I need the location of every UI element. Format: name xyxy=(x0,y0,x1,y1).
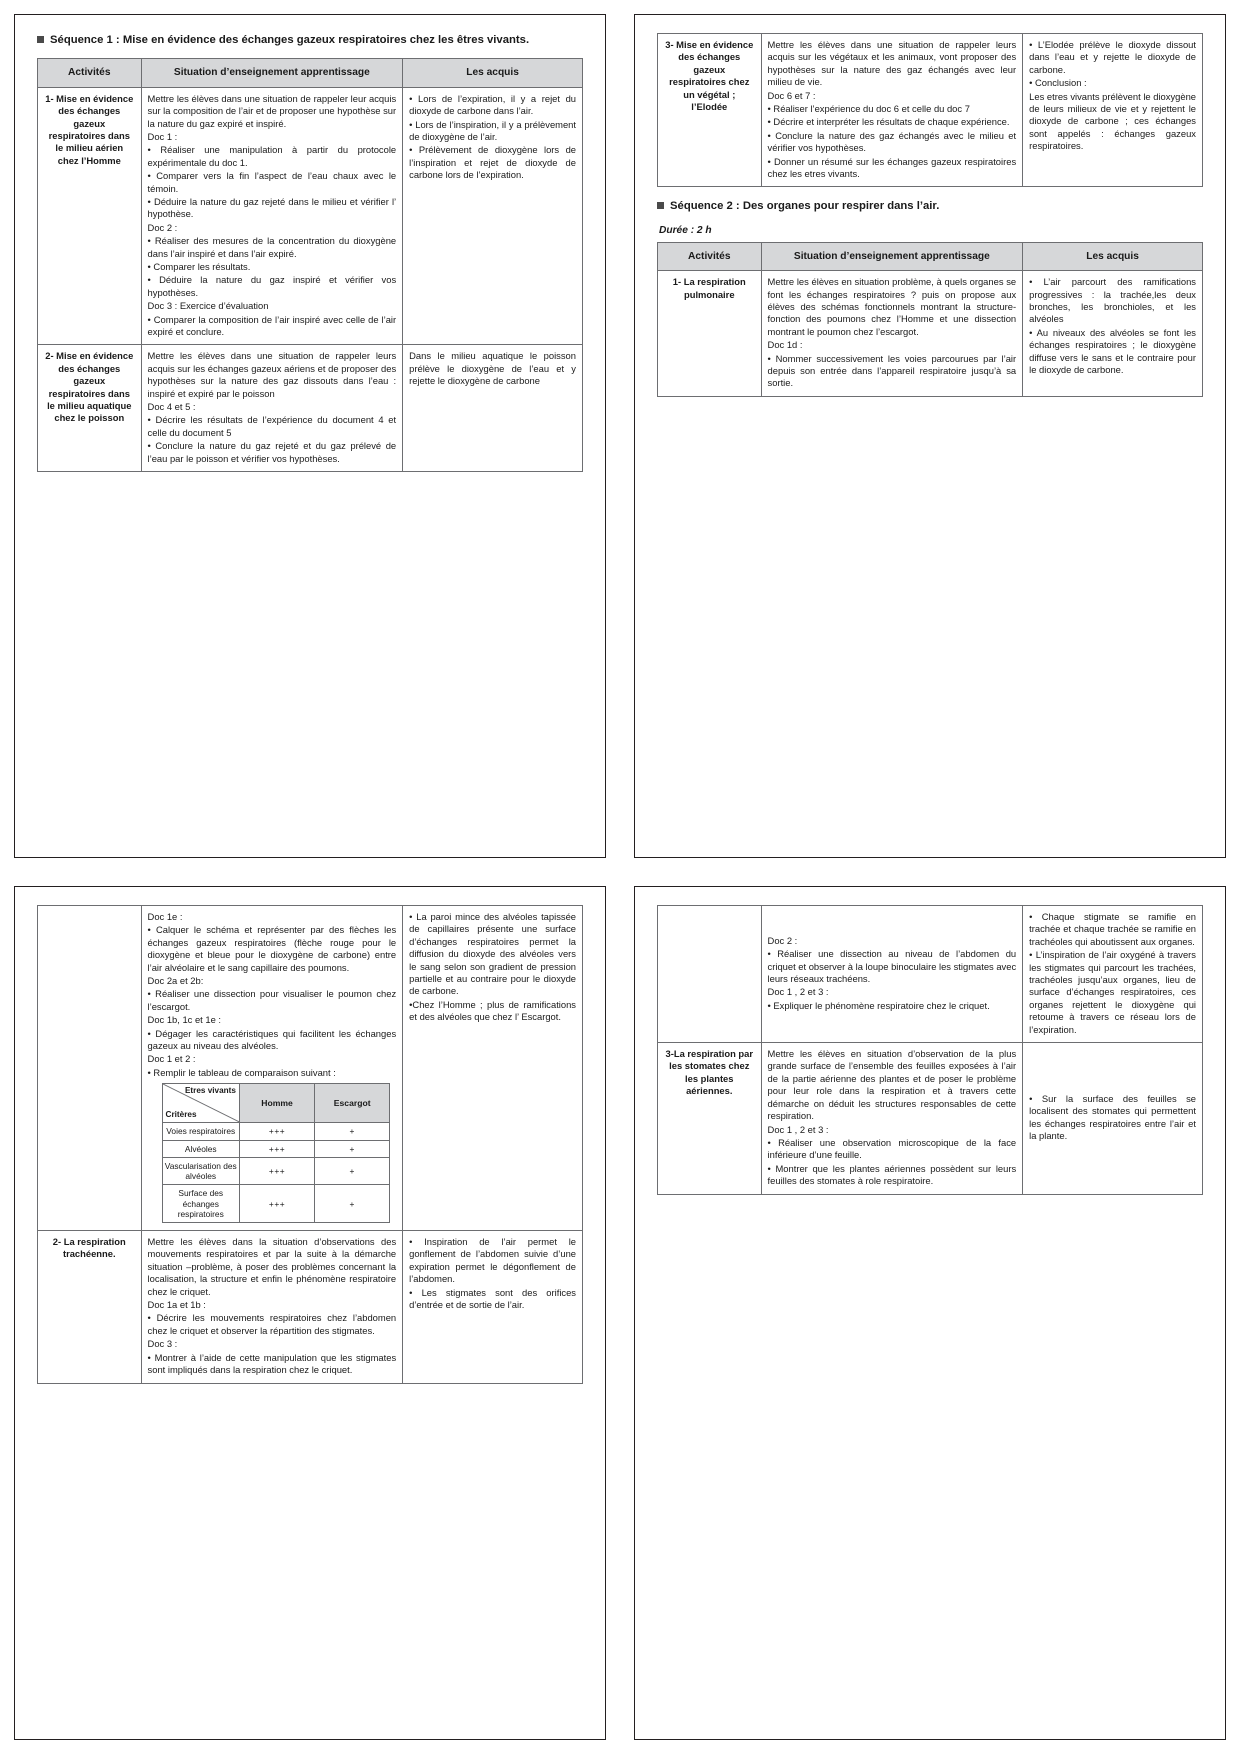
sequence-2-title-text: Séquence 2 : Des organes pour respirer dans l’air. xyxy=(670,200,940,213)
situation-cell xyxy=(141,906,403,1231)
acquis-cell xyxy=(403,906,583,1231)
situation-line: • Déduire la nature du gaz inspiré et vérifier vos hypothèses. xyxy=(147,274,397,298)
table-header-row xyxy=(38,59,583,87)
comparison-row xyxy=(162,1123,390,1140)
situation-line: • Décrire les mouvements respiratoires chez l’abdomen chez le criquet et observer la répartition des stigmates. xyxy=(147,1312,397,1336)
situation-cell xyxy=(761,34,1023,187)
criterion-cell: Surface des échanges respiratoires xyxy=(162,1185,239,1223)
acquis-cell xyxy=(403,1231,583,1383)
table-row xyxy=(38,345,583,472)
criterion-cell: Vascularisation des alvéoles xyxy=(162,1157,239,1185)
situation-line: • Conclure la nature des gaz échangés avec le milieu et vérifier vos hypothèses. xyxy=(767,129,1017,154)
situation-cell xyxy=(761,906,1023,1043)
comparison-header-row xyxy=(162,1084,390,1123)
situation-line: Doc 2 : xyxy=(147,221,178,233)
sequence-1-title-text: Séquence 1 : Mise en évidence des échanges gazeux respiratoires chez les êtres vivants. xyxy=(50,34,530,46)
activity-cell: 3-La respiration par les stomates chez les plantes aériennes. xyxy=(658,1043,762,1194)
situation-line: • Décrire les résultats de l’expérience du document 4 et celle du document 5 xyxy=(147,414,397,438)
situation-line: • Réaliser une observation microscopique de la face inférieure d’une feuille. xyxy=(767,1136,1017,1161)
column-header-activites: Activités xyxy=(38,59,142,87)
situation-line: • Montrer que les plantes aériennes possèdent sur leurs feuilles des stomates à role respiratoire. xyxy=(767,1162,1017,1187)
page-2 xyxy=(620,0,1240,872)
situation-line: • Nommer successivement les voies parcourues par l’air depuis son entrée dans l’appareil respiratoire jusqu’à sa sortie. xyxy=(767,352,1017,389)
value-cell: + xyxy=(315,1123,390,1140)
acquis-line: • L’inspiration de l’air oxygéné à travers les stigmates qui parcourt les trachées, trachéoles jusqu’aux organes, lieu de surface d’échanges respiratoires, ces organes rejettent le dioxygène qui retoume à travers ce réseau lors de l’expiration. xyxy=(1029,949,1196,1035)
situation-line: • Réaliser des mesures de la concentration du dioxygène dans l’air inspiré et dans l’air expiré. xyxy=(147,235,397,259)
situation-line: Doc 1 : xyxy=(147,130,178,142)
acquis-line: • Inspiration de l’air permet le gonflement de l’abdomen suivie d’une expiration permet le dégonflement de l’abdomen. xyxy=(409,1236,576,1285)
situation-line: Doc 1 , 2 et 3 : xyxy=(767,986,829,998)
acquis-line: • Sur la surface des feuilles se localisent des stomates qui permettent les échanges respiratoires entre l’air et la plante. xyxy=(1029,1092,1196,1142)
acquis-line: • Prélèvement de dioxygène lors de l’inspiration et rejet de dioxyde de carbone lors de l’expiration. xyxy=(409,144,576,181)
column-header-acquis: Les acquis xyxy=(1023,242,1203,270)
value-cell: + xyxy=(315,1140,390,1157)
situation-cell xyxy=(141,1231,403,1383)
situation-line: Mettre les élèves dans une situation de rappeler leur acquis sur la composition de l’air et de proposer une hypothèse sur la nature du gaz expiré et inspiré. xyxy=(147,92,397,129)
activity-cell: 3- Mise en évidence des échanges gazeux respiratoires chez un végétal ; l’Elodée xyxy=(658,34,762,187)
acquis-line: • Au niveaux des alvéoles se font les échanges respiratoires ; le dioxygène diffuse vers le sans et le contraire pour le dioxyde de carbone. xyxy=(1029,326,1196,376)
table-page-3 xyxy=(37,905,583,1384)
acquis-line: • La paroi mince des alvéoles tapissée de capillaires présente une surface d’échanges respiratoires permet la diffusion du dioxyde des alvéoles vers le sang selon son gradient de pression partielle et au contraire pour le dioxyde de carbone. xyxy=(409,911,576,997)
square-bullet-icon xyxy=(657,202,664,209)
column-header-activites: Activités xyxy=(658,242,762,270)
situation-line: Mettre les élèves en situation problème, à quels organes se font les échanges respiratoires ? puis on propose aux élèves des schémas fonctionnels montrant la structure-fonction des poumons chez l’Homme et une dissection montrant le poumon chez l’escargot. xyxy=(767,276,1017,337)
situation-line: Doc 1d : xyxy=(767,339,803,351)
table-header-row xyxy=(658,242,1203,270)
table-sequence-1-continued xyxy=(657,33,1203,187)
situation-line: Mettre les élèves dans la situation d’observations des mouvements respiratoires et par la suite à la démarche situation –problème, à poser des problèmes concernant la localisation, la structure et enfin le phénomène respiratoire chez le criquet. xyxy=(147,1236,397,1297)
duration-label: Durée : 2 h xyxy=(659,224,712,236)
situation-line: • Montrer à l’aide de cette manipulation que les stigmates sont impliqués dans la respiration chez le criquet. xyxy=(147,1351,397,1376)
situation-line: Doc 1e : xyxy=(147,911,183,922)
activity-cell: 2- Mise en évidence des échanges gazeux respiratoires dans le milieu aquatique chez le poisson xyxy=(38,345,142,472)
comparison-row xyxy=(162,1185,390,1223)
page-1 xyxy=(0,0,620,872)
situation-cell xyxy=(141,345,403,472)
page-4-frame xyxy=(634,886,1226,1740)
acquis-cell xyxy=(1023,271,1203,397)
value-cell: +++ xyxy=(239,1140,314,1157)
table-row xyxy=(658,906,1203,1043)
situation-line: Doc 4 et 5 : xyxy=(147,401,196,413)
value-cell: +++ xyxy=(239,1185,314,1223)
situation-line: • Décrire et interpréter les résultats de chaque expérience. xyxy=(767,116,1010,128)
acquis-line: • Les stigmates sont des orifices d’entrée et de sortie de l’air. xyxy=(409,1286,576,1311)
table-row xyxy=(658,271,1203,397)
situation-line: Doc 1a et 1b : xyxy=(147,1299,206,1311)
table-sequence-1 xyxy=(37,58,583,472)
situation-line: Mettre les élèves dans une situation de rappeler leurs acquis sur les végétaux et les animaux, vont proposer des hypothèses sur la nature des gaz échangés avec leur milieu de vie. xyxy=(767,39,1017,88)
situation-line: Doc 3 : xyxy=(147,1338,178,1350)
situation-line: • Calquer le schéma et représenter par des flèches les échanges gazeux respiratoires (flèche rouge pour le dioxygène et bleue pour le dioxygène de carbone) entre l’air alvéolaire et le sang capillaire des poumons. xyxy=(147,924,397,973)
activity-cell xyxy=(38,906,142,1231)
table-row xyxy=(38,87,583,345)
comparison-row xyxy=(162,1140,390,1157)
situation-line: • Comparer les résultats. xyxy=(147,260,251,272)
acquis-line: • Chaque stigmate se ramifie en trachée et chaque trachée se ramifie en trachéoles qui aboutissent aux organes. xyxy=(1029,911,1196,947)
comparison-row xyxy=(162,1157,390,1185)
activity-cell: 2- La respiration trachéenne. xyxy=(38,1231,142,1383)
square-bullet-icon xyxy=(37,36,44,43)
situation-line: • Réaliser une dissection pour visualiser le poumon chez l’escargot. xyxy=(147,988,397,1012)
comparison-table xyxy=(162,1083,391,1223)
table-sequence-2 xyxy=(657,242,1203,397)
situation-line: Doc 2a et 2b: xyxy=(147,975,204,987)
column-header-situation: Situation d’enseignement apprentissage xyxy=(141,59,403,87)
situation-cell xyxy=(761,1043,1023,1194)
situation-line: Doc 2 : xyxy=(767,934,798,946)
situation-line: • Réaliser l’expérience du doc 6 et celle du doc 7 xyxy=(767,103,970,115)
comparison-corner-cell xyxy=(162,1084,239,1123)
corner-label-bottom: Critères xyxy=(165,1110,197,1120)
situation-line: • Donner un résumé sur les échanges gazeux respiratoires chez les etres vivants. xyxy=(767,155,1017,180)
table-row xyxy=(38,1231,583,1383)
page-1-frame xyxy=(14,14,606,858)
situation-line: Doc 1 et 2 : xyxy=(147,1053,196,1065)
situation-line: Mettre les élèves en situation d’observation de la plus grande surface de l’ensemble des feuilles exposées à l’air de la partie aérienne des plantes et de poser le problème pour leur role dans la respiration et à travers cette démarche on déduit les structures responsables de cette respiration. xyxy=(767,1048,1017,1122)
situation-line: • Réaliser une dissection au niveau de l’abdomen du criquet et observer à la loupe binoculaire les stigmates avec leurs réseaux trachéens. xyxy=(767,948,1017,985)
situation-line: • Dégager les caractéristiques qui facilitent les échanges gazeux au niveau des alvéoles. xyxy=(147,1027,397,1052)
situation-line: • Déduire la nature du gaz rejeté dans le milieu et vérifier l’ hypothèse. xyxy=(147,195,397,220)
acquis-cell xyxy=(403,345,583,472)
value-cell: + xyxy=(315,1185,390,1223)
activity-cell: 1- Mise en évidence des échanges gazeux respiratoires dans le milieu aérien chez l’Homme xyxy=(38,87,142,345)
column-header-situation: Situation d’enseignement apprentissage xyxy=(761,242,1023,270)
acquis-line: • L’air parcourt des ramifications progressives : la trachée,les deux bronches, les bronchioles, et les alvéoles xyxy=(1029,276,1196,325)
situation-line: • Remplir le tableau de comparaison suivant : xyxy=(147,1066,336,1078)
situation-line: Mettre les élèves dans une situation de rappeler leurs acquis sur les échanges gazeux aériens et de proposer des hypothèses sur la nature des gaz dissouts dans l’eau : inspiré et expiré par le poisson xyxy=(147,350,397,399)
situation-line: • Comparer la composition de l’air inspiré avec celle de l’air expiré et conclure. xyxy=(147,313,397,338)
table-row xyxy=(658,34,1203,187)
situation-line: Doc 3 : Exercice d’évaluation xyxy=(147,300,269,312)
situation-line: • Comparer vers la fin l’aspect de l’eau chaux avec le témoin. xyxy=(147,170,397,194)
corner-label-top: Etres vivants xyxy=(184,1086,236,1096)
page-2-frame xyxy=(634,14,1226,858)
page-4 xyxy=(620,872,1240,1754)
table-row xyxy=(658,1043,1203,1194)
activity-cell: 1- La respiration pulmonaire xyxy=(658,271,762,397)
sequence-2-title xyxy=(657,199,1203,214)
acquis-line: • Lors de l’inspiration, il y a prélèvement de dioxygène de l’air. xyxy=(409,118,576,142)
column-header-acquis: Les acquis xyxy=(403,59,583,87)
acquis-line: • Lors de l’expiration, il y a rejet du dioxyde de carbone dans l’air. xyxy=(409,92,576,117)
table-row xyxy=(38,906,583,1231)
criterion-cell: Voies respiratoires xyxy=(162,1123,239,1140)
acquis-cell xyxy=(1023,1043,1203,1194)
value-cell: +++ xyxy=(239,1157,314,1185)
acquis-line: • L’Elodée prélève le dioxyde dissout dans l’eau et y rejette le dioxyde de carbone. xyxy=(1029,39,1196,75)
criterion-cell: Alvéoles xyxy=(162,1140,239,1157)
acquis-cell xyxy=(1023,906,1203,1043)
sequence-1-title xyxy=(37,33,583,48)
acquis-line: Les etres vivants prélèvent le dioxygène de leurs milieux de vie et y rejettent le dioxyde de carbone ; ces échanges sont appelés : échanges gazeux respiratoires. xyxy=(1029,90,1196,152)
situation-cell xyxy=(141,87,403,345)
acquis-cell xyxy=(403,87,583,345)
acquis-line: •Chez l’Homme ; plus de ramifications et des alvéoles que chez l’ Escargot. xyxy=(409,998,576,1023)
comparison-header-homme: Homme xyxy=(239,1084,314,1123)
value-cell: + xyxy=(315,1157,390,1185)
page-3-frame xyxy=(14,886,606,1740)
situation-line: • Expliquer le phénomène respiratoire chez le criquet. xyxy=(767,999,990,1011)
situation-line: • Conclure la nature du gaz rejeté et du gaz prélevé de l’eau par le poisson et vérifier vos hypothèses. xyxy=(147,440,397,464)
acquis-cell xyxy=(1023,34,1203,187)
situation-line: Doc 1 , 2 et 3 : xyxy=(767,1123,829,1135)
activity-cell xyxy=(658,906,762,1043)
situation-line: Doc 6 et 7 : xyxy=(767,89,816,101)
table-page-4 xyxy=(657,905,1203,1195)
situation-cell xyxy=(761,271,1023,397)
page-3 xyxy=(0,872,620,1754)
situation-line: • Réaliser une manipulation à partir du protocole expérimentale du doc 1. xyxy=(147,144,397,168)
acquis-line: • Conclusion : xyxy=(1029,77,1087,89)
situation-line: Doc 1b, 1c et 1e : xyxy=(147,1014,222,1026)
value-cell: +++ xyxy=(239,1123,314,1140)
comparison-header-escargot: Escargot xyxy=(315,1084,390,1123)
acquis-line: Dans le milieu aquatique le poisson prélève le dioxygène de l’eau et y rejette le dioxygène de carbone xyxy=(409,350,576,387)
